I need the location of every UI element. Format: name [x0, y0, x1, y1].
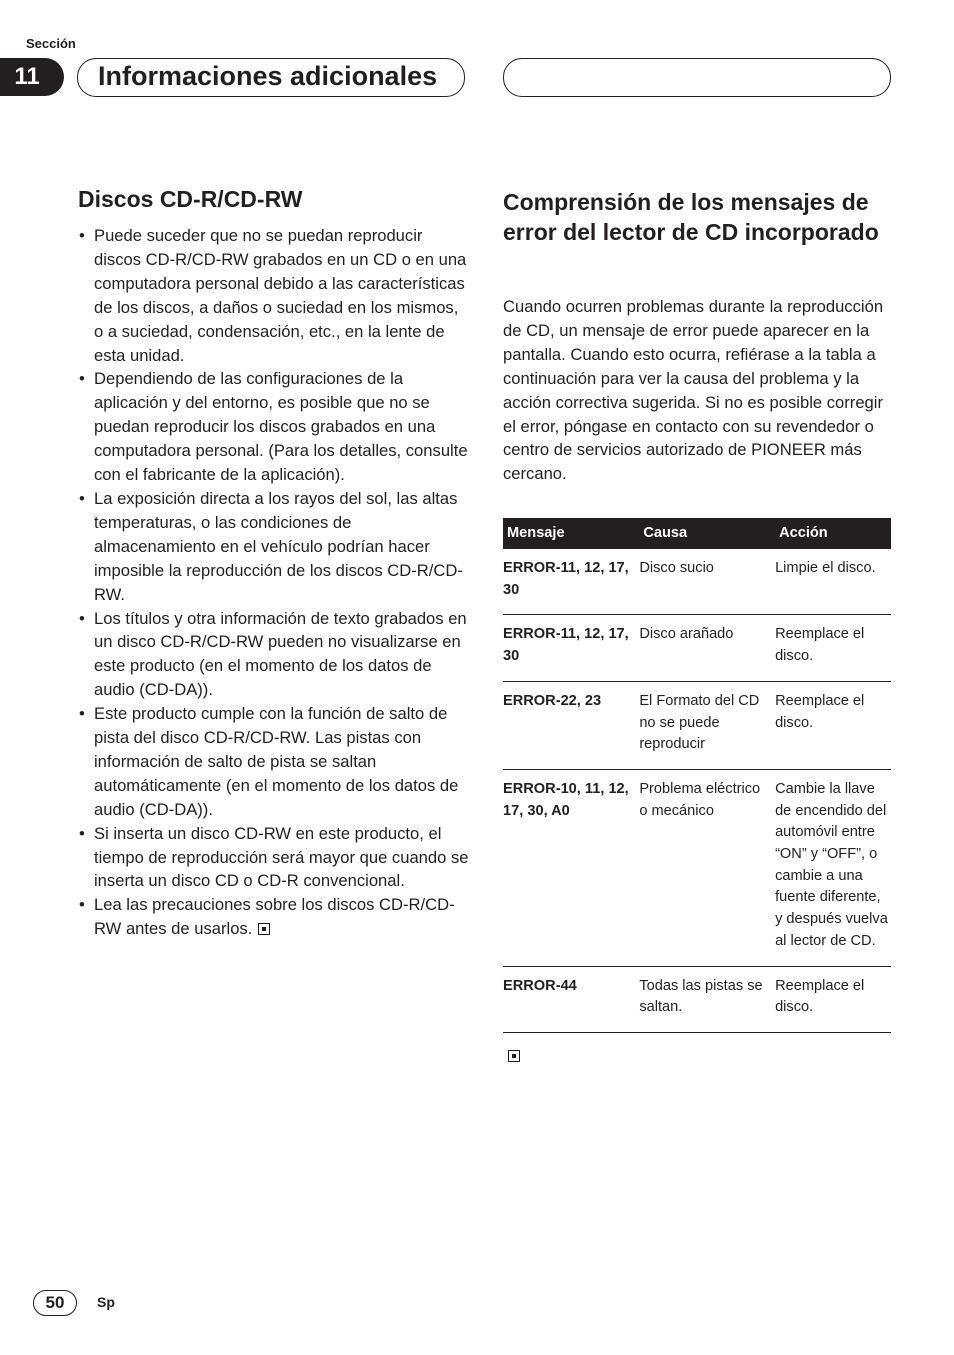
error-cause: Disco arañado: [639, 615, 775, 681]
language-code: Sp: [97, 1294, 115, 1310]
column-header-cause: Causa: [639, 518, 775, 549]
empty-header-frame: [503, 58, 891, 97]
error-action: Reemplace el disco.: [775, 615, 891, 681]
error-action: Reemplace el disco.: [775, 681, 891, 769]
error-cause: Problema eléctrico o mecánico: [639, 769, 775, 966]
table-row: [503, 549, 891, 615]
list-item: • La exposición directa a los rayos del sol, las altas temperaturas, o las condiciones de almacenamiento en el vehículo podrían hacer imposible la reproducción de los discos CD-R/CD-RW.: [78, 487, 470, 607]
page-number: 50: [33, 1290, 77, 1316]
cd-r-notes-list: [78, 224, 470, 941]
end-of-section-icon: [508, 1050, 520, 1062]
error-code: ERROR-11, 12, 17, 30: [503, 615, 639, 681]
error-table: [503, 518, 891, 1033]
heading-cd-r-cd-rw: Discos CD-R/CD-RW: [78, 186, 303, 212]
table-row: [503, 966, 891, 1032]
end-of-section-icon: [258, 923, 270, 935]
list-item: • Los títulos y otra información de texto grabados en un disco CD-R/CD-RW pueden no visualizarse en este producto (en el momento de los datos de audio (CD-DA)).: [78, 607, 470, 703]
column-header-message: Mensaje: [503, 518, 639, 549]
table-row: [503, 769, 891, 966]
section-number-tab: 11: [0, 58, 64, 96]
intro-paragraph: Cuando ocurren problemas durante la reproducción de CD, un mensaje de error puede aparecer en la pantalla. Cuando esto ocurra, refiérase a la tabla a continuación para ver la causa del problema y la acción correctiva sugerida. Si no es posible corregir el error, póngase en contacto con su revendedor o centro de servicios autorizado de PIONEER más cercano.: [503, 297, 884, 484]
list-item: • Dependiendo de las configuraciones de la aplicación y del entorno, es posible que no se puedan reproducir los discos grabados en una computadora personal. (Para los detalles, consulte con el fabricante de la aplicación).: [78, 367, 470, 487]
error-code: ERROR-11, 12, 17, 30: [503, 549, 639, 615]
error-action: Cambie la llave de encendido del automóvil entre “ON” y “OFF”, o cambie a una fuente diferente, y después vuelva al lector de CD.: [775, 769, 891, 966]
error-cause: El Formato del CD no se puede reproducir: [639, 681, 775, 769]
list-item: • Este producto cumple con la función de salto de pista del disco CD-R/CD-RW. Las pistas con información de salto de pista se saltan automáticamente (en el momento de los datos de audio (CD-DA)).: [78, 702, 470, 822]
list-item: • Lea las precauciones sobre los discos CD-R/CD-RW antes de usarlos.: [78, 893, 470, 941]
heading-error-messages: Comprensión de los mensajes de error del lector de CD incorporado: [503, 189, 879, 245]
error-code: ERROR-44: [503, 966, 639, 1032]
table-row: [503, 615, 891, 681]
error-code: ERROR-22, 23: [503, 681, 639, 769]
table-row: [503, 681, 891, 769]
table-header-row: [503, 518, 891, 549]
column-header-action: Acción: [775, 518, 891, 549]
error-cause: Todas las pistas se saltan.: [639, 966, 775, 1032]
section-label: Sección: [26, 36, 76, 51]
error-action: Limpie el disco.: [775, 549, 891, 615]
list-item: • Puede suceder que no se puedan reproducir discos CD-R/CD-RW grabados en un CD o en una computadora personal debido a las características de los discos, a daños o suciedad en los mismos, o a suciedad, condensación, etc., en la lente de esta unidad.: [78, 224, 470, 367]
error-code: ERROR-10, 11, 12, 17, 30, A0: [503, 769, 639, 966]
page-title: Informaciones adicionales: [98, 61, 438, 91]
error-cause: Disco sucio: [639, 549, 775, 615]
list-item: • Si inserta un disco CD-RW en este producto, el tiempo de reproducción será mayor que cuando se inserta un disco CD o CD-R convencional.: [78, 822, 470, 894]
error-action: Reemplace el disco.: [775, 966, 891, 1032]
